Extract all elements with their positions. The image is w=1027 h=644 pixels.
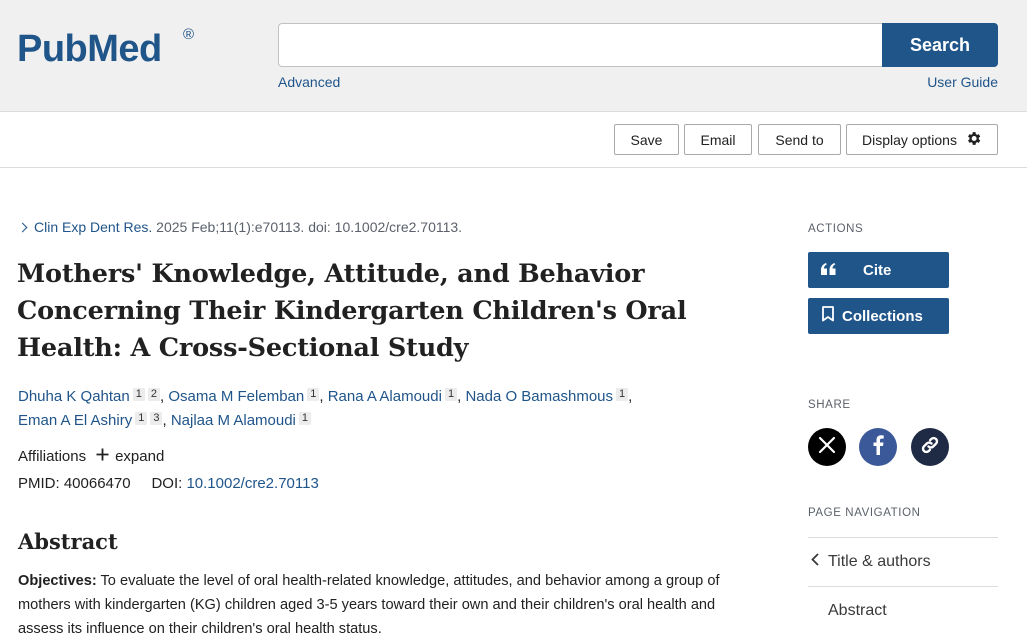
author-list: Dhuha K Qahtan 1 2 , Osama M Felemban 1 , Rana A Alamoudi 1 , Nada O Bamashmous 1 , Eman A El Ashiry 1 3 , Najlaa M Alamoudi 1 — [18, 388, 633, 429]
search-button[interactable]: Search — [882, 23, 998, 67]
facebook-share-button[interactable] — [859, 428, 897, 466]
expand-label: expand — [115, 448, 165, 465]
author-link[interactable]: Nada O Bamashmous — [465, 388, 614, 405]
search-input[interactable] — [278, 23, 883, 67]
link-icon — [920, 435, 940, 460]
display-options-button[interactable] — [846, 124, 998, 155]
display-options-label: Display options — [862, 131, 957, 148]
abstract-objectives — [18, 569, 730, 641]
cite-button[interactable] — [808, 252, 949, 288]
send-to-button[interactable]: Send to — [758, 124, 841, 155]
affiliation-ref[interactable]: 2 — [148, 388, 160, 401]
nav-item-label: Abstract — [828, 602, 887, 619]
logo-text: PubMed — [17, 28, 162, 70]
chevron-right-icon — [18, 223, 28, 233]
advanced-search-link[interactable]: Advanced — [278, 74, 341, 90]
gear-icon — [965, 130, 982, 150]
affiliation-ref[interactable]: 1 — [616, 388, 628, 401]
identifiers-row — [18, 475, 319, 492]
nav-item-label: Title & authors — [828, 553, 931, 570]
registered-mark: ® — [183, 26, 195, 43]
author-link[interactable]: Osama M Felemban — [168, 388, 305, 405]
pubmed-logo[interactable] — [17, 18, 202, 80]
bookmark-icon — [822, 306, 842, 326]
actions-label: ACTIONS — [808, 223, 864, 235]
email-button[interactable]: Email — [684, 124, 752, 155]
author-link[interactable]: Rana A Alamoudi — [327, 388, 442, 405]
affiliations-row — [18, 448, 164, 465]
objectives-label: Objectives: — [18, 573, 97, 589]
expand-affiliations-button[interactable] — [96, 448, 164, 465]
x-share-button[interactable] — [808, 428, 846, 466]
objectives-text: To evaluate the level of oral health-related knowledge, attitudes, and behavior among a group of mothers with kindergarten (KG) children aged 3-5 years toward their own and their children's oral health and assess its influence on their children's oral health status. — [18, 573, 720, 637]
copy-link-button[interactable] — [911, 428, 949, 466]
author-link[interactable]: Dhuha K Qahtan — [18, 388, 130, 405]
facebook-icon — [873, 435, 884, 460]
abstract-heading: Abstract — [18, 529, 118, 554]
nav-item-title-authors[interactable] — [808, 537, 998, 586]
article-title: Mothers' Knowledge, Attitude, and Behavior Concerning Their Kindergarten Children's Oral Health: A Cross-Sectional Study — [17, 259, 687, 363]
collections-button[interactable] — [808, 298, 949, 334]
affiliation-ref[interactable]: 1 — [135, 412, 147, 425]
doi-link[interactable]: 10.1002/cre2.70113 — [186, 475, 319, 492]
doi-label: DOI: — [151, 475, 183, 492]
pmid-label: PMID: — [18, 475, 60, 492]
article-toolbar — [0, 112, 1027, 168]
affiliation-ref[interactable]: 1 — [445, 388, 457, 401]
user-guide-link[interactable]: User Guide — [927, 74, 998, 90]
affiliations-label: Affiliations — [18, 448, 87, 465]
pmid-value: 40066470 — [63, 475, 131, 492]
nav-item-abstract[interactable] — [808, 586, 998, 635]
plus-icon — [96, 448, 109, 465]
page-navigation-label: PAGE NAVIGATION — [808, 507, 921, 519]
author-link[interactable]: Najlaa M Alamoudi — [170, 412, 296, 429]
affiliation-ref[interactable]: 1 — [133, 388, 145, 401]
affiliation-ref[interactable]: 1 — [299, 412, 311, 425]
citation-line — [18, 219, 462, 235]
collections-label: Collections — [842, 307, 923, 325]
x-logo-icon — [818, 436, 836, 459]
affiliation-ref[interactable]: 3 — [150, 412, 162, 425]
author-link[interactable]: Eman A El Ashiry — [18, 412, 133, 429]
chevron-left-icon — [808, 553, 828, 571]
save-button[interactable]: Save — [614, 124, 679, 155]
quote-icon — [821, 262, 863, 279]
journal-link[interactable]: Clin Exp Dent Res. — [34, 219, 153, 235]
share-label: SHARE — [808, 399, 851, 411]
site-header — [0, 0, 1027, 112]
affiliation-ref[interactable]: 1 — [307, 388, 319, 401]
citation-details: 2025 Feb;11(1):e70113. doi: 10.1002/cre2.70113. — [152, 219, 463, 235]
cite-label: Cite — [863, 261, 892, 279]
